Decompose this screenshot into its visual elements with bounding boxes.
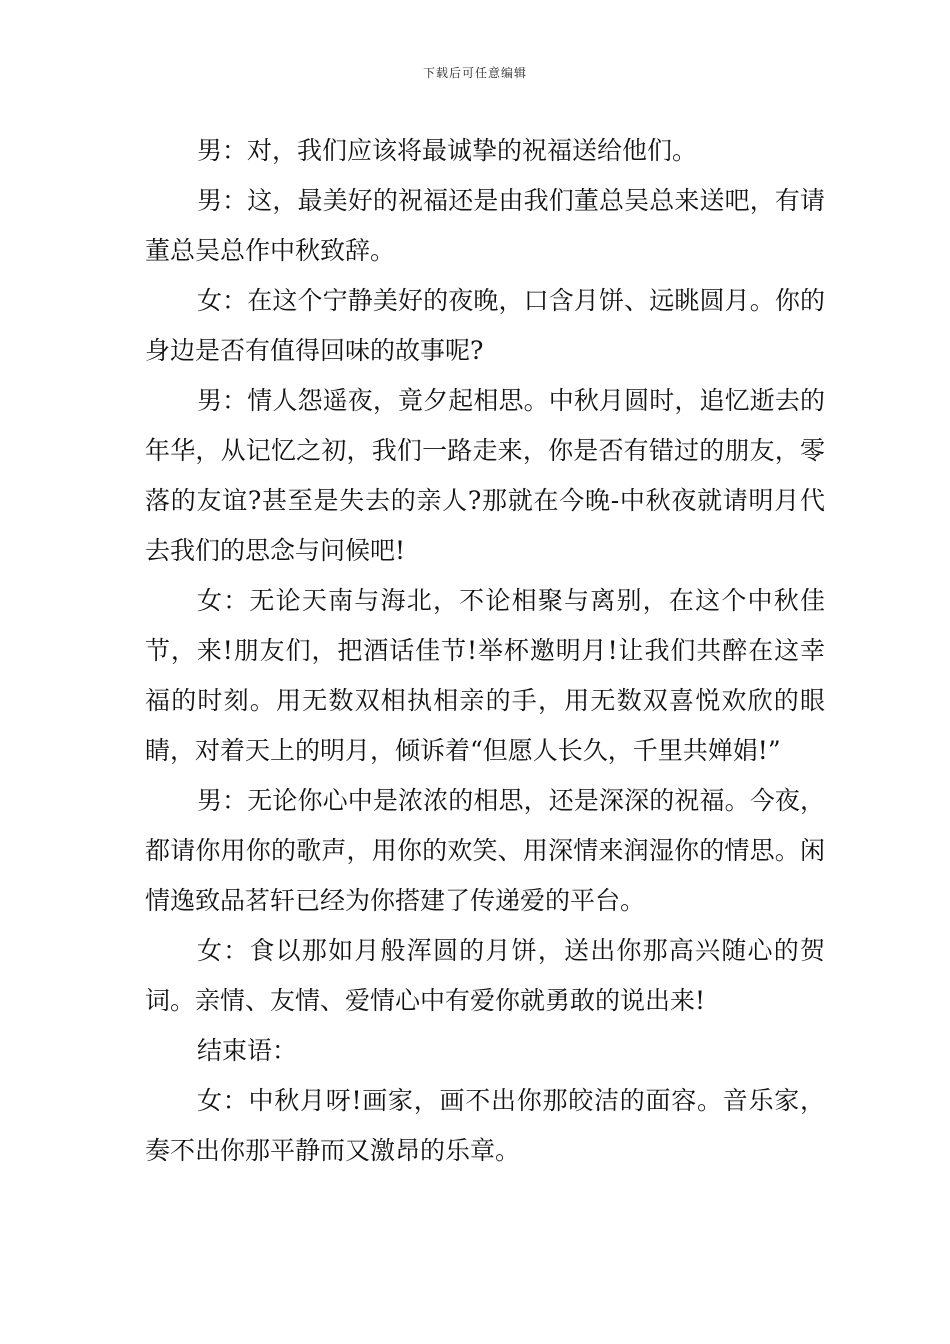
page-header: 下载后可任意编辑 bbox=[422, 66, 527, 80]
section-heading: 结束语： bbox=[197, 1036, 298, 1065]
paragraph: 男：对，我们应该将最诚挚的祝福送给他们。 bbox=[197, 136, 698, 165]
paragraph: 男：这，最美好的祝福还是由我们董总吴总来送吧，有请董总吴总作中秋致辞。 bbox=[145, 186, 825, 265]
paragraph: 男：情人怨遥夜，竟夕起相思。中秋月圆时，追忆逝去的年华，从记忆之初，我们一路走来，你是否有错过的朋友，零落的友谊?甚至是失去的亲人?那就在今晚-中秋夜就请明月代去我们的思念与问候吧! bbox=[145, 386, 825, 565]
paragraph: 女：无论天南与海北，不论相聚与离别，在这个中秋佳节，来!朋友们，把酒话佳节!举杯邀明月!让我们共醉在这幸福的时刻。用无数双相执相亲的手，用无数双喜悦欢欣的眼睛，对着天上的明月，倾诉着“但愿人长久，千里共婵娟!” bbox=[145, 586, 825, 765]
paragraph: 女：中秋月呀!画家，画不出你那皎洁的面容。音乐家，奏不出你那平静而又激昂的乐章。 bbox=[145, 1086, 825, 1165]
paragraph: 女：食以那如月般浑圆的月饼，送出你那高兴随心的贺词。亲情、友情、爱情心中有爱你就勇敢的说出来! bbox=[145, 936, 825, 1015]
paragraph: 女：在这个宁静美好的夜晚，口含月饼、远眺圆月。你的身边是否有值得回味的故事呢? bbox=[145, 286, 825, 365]
paragraph: 男：无论你心中是浓浓的相思，还是深深的祝福。今夜，都请你用你的歌声，用你的欢笑、用深情来润湿你的情思。闲情逸致品茗轩已经为你搭建了传递爱的平台。 bbox=[145, 786, 825, 915]
document-body bbox=[145, 126, 825, 1176]
